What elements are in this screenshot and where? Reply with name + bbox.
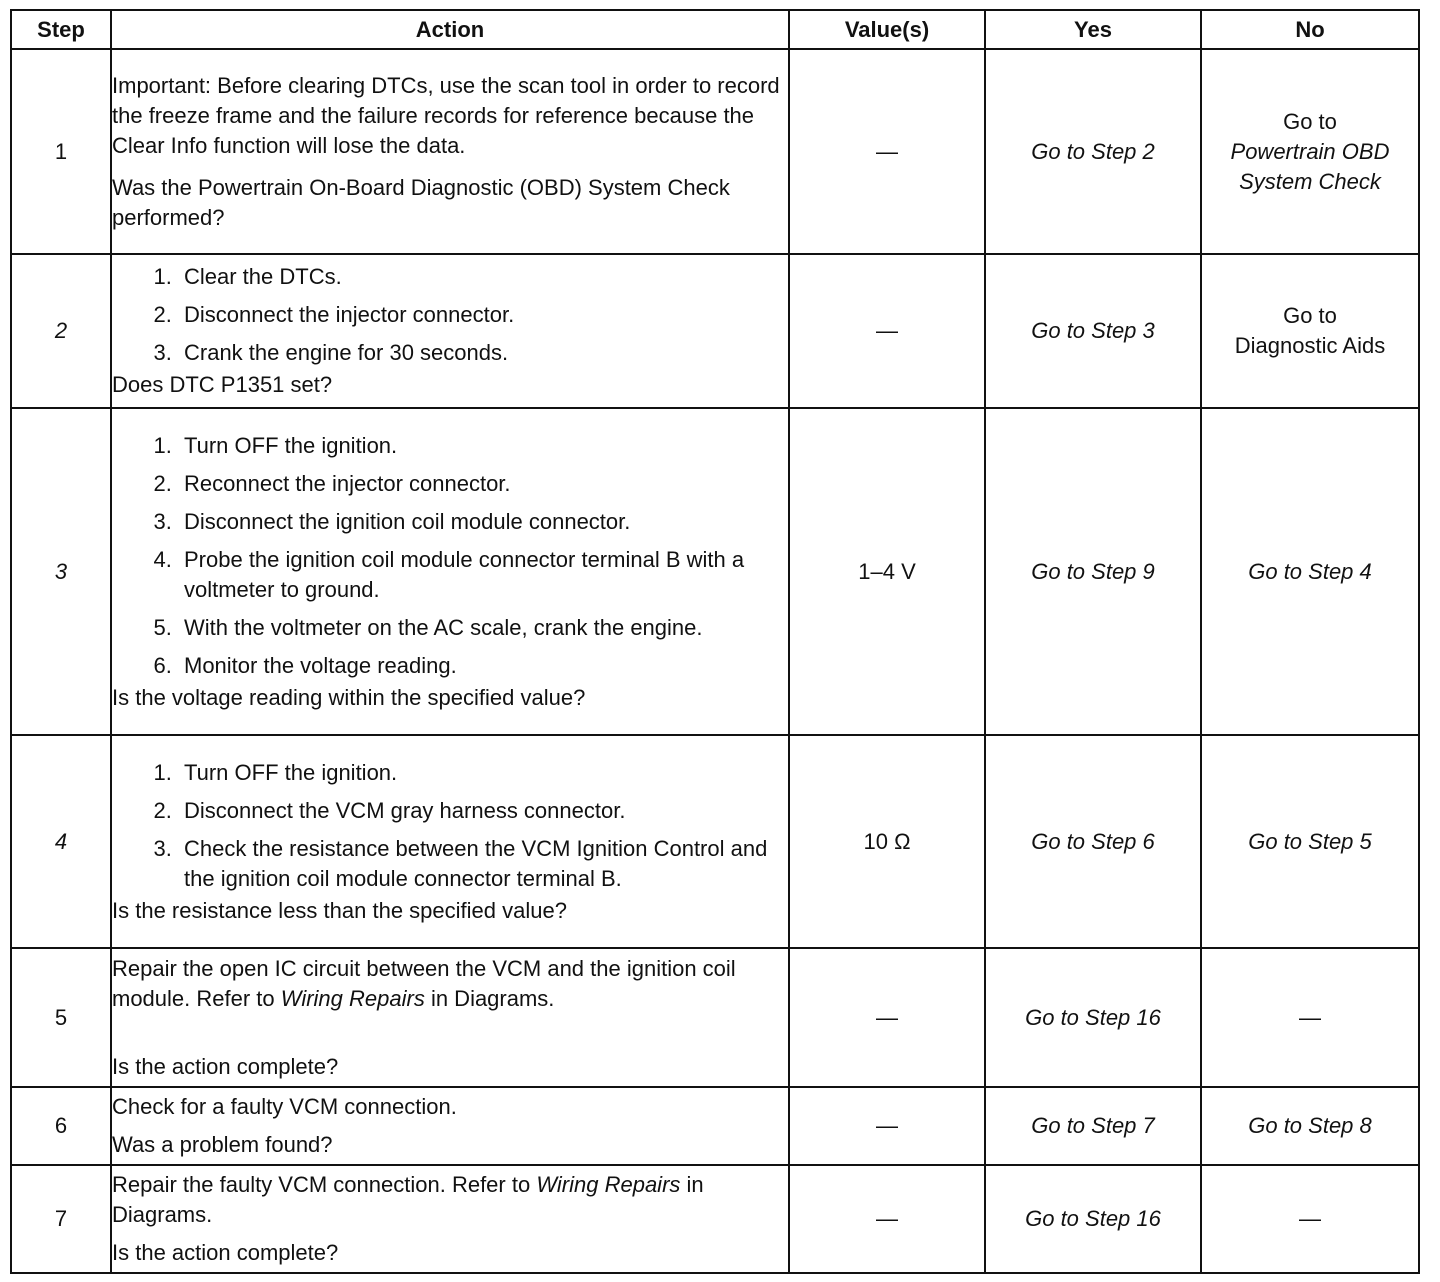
- action-step-item: 1. Turn OFF the ignition.: [178, 758, 788, 788]
- no-prefix: Go to: [1283, 303, 1337, 328]
- header-step: Step: [11, 10, 111, 49]
- value-cell: 1–4 V: [789, 408, 985, 735]
- header-yes: Yes: [985, 10, 1201, 49]
- yes-cell: Go to Step 9: [985, 408, 1201, 735]
- action-step-item: 3. Disconnect the ignition coil module connector.: [178, 507, 788, 537]
- table-row-step-1: [11, 49, 1419, 254]
- diagnostic-table: [10, 9, 1420, 1274]
- action-step-item: 1. Turn OFF the ignition.: [178, 431, 788, 461]
- action-cell: [111, 1087, 789, 1165]
- no-cell: —: [1201, 948, 1419, 1087]
- header-row: [11, 10, 1419, 49]
- action-text: [112, 1170, 788, 1230]
- value-cell: —: [789, 1165, 985, 1273]
- header-action: Action: [111, 10, 789, 49]
- action-cell: [111, 254, 789, 408]
- value-cell: —: [789, 1087, 985, 1165]
- action-steps: [112, 262, 788, 368]
- action-text: Check for a faulty VCM connection.: [112, 1094, 457, 1119]
- table-row-step-6: [11, 1087, 1419, 1165]
- action-steps: [112, 758, 788, 894]
- table-row-step-4: [11, 735, 1419, 948]
- action-text-before: Repair the faulty VCM connection. Refer to: [112, 1172, 537, 1197]
- action-step-item: 3. Crank the engine for 30 seconds.: [178, 338, 788, 368]
- yes-cell: Go to Step 7: [985, 1087, 1201, 1165]
- important-text: Before clearing DTCs, use the scan tool in order to record the freeze frame and the failure records for reference because the Clear Info function will lose the data.: [112, 72, 780, 158]
- header-no: No: [1201, 10, 1419, 49]
- action-cell: [111, 49, 789, 254]
- action-question: Does DTC P1351 set?: [112, 372, 333, 397]
- header-values: Value(s): [789, 10, 985, 49]
- action-step-item: 4. Probe the ignition coil module connector terminal B with a voltmeter to ground.: [178, 545, 788, 605]
- value-cell: 10 Ω: [789, 735, 985, 948]
- table-row-step-3: [11, 408, 1419, 735]
- no-cell: [1201, 254, 1419, 408]
- step-number: 2: [11, 254, 111, 408]
- yes-cell: Go to Step 3: [985, 254, 1201, 408]
- action-step-item: 2. Disconnect the injector connector.: [178, 300, 788, 330]
- action-question: Was a problem found?: [112, 1132, 333, 1157]
- table-row-step-5: [11, 948, 1419, 1087]
- action-question: Was the Powertrain On-Board Diagnostic (OBD) System Check performed?: [112, 174, 730, 230]
- action-step-item: 2. Disconnect the VCM gray harness connector.: [178, 796, 788, 826]
- action-question: Is the action complete?: [112, 1053, 339, 1079]
- action-text: [112, 954, 788, 1014]
- important-label: Important:: [112, 72, 212, 98]
- action-cell: [111, 408, 789, 735]
- action-step-item: 5. With the voltmeter on the AC scale, crank the engine.: [178, 613, 788, 643]
- table-row-step-7: [11, 1165, 1419, 1273]
- action-cell: [111, 735, 789, 948]
- action-text-after: in Diagrams.: [112, 1172, 704, 1227]
- action-steps: [112, 431, 788, 681]
- action-question: Is the action complete?: [112, 1240, 339, 1265]
- step-number: 1: [11, 49, 111, 254]
- action-text-after: in Diagrams.: [424, 985, 555, 1011]
- value-cell: —: [789, 254, 985, 408]
- table-row-step-2: [11, 254, 1419, 408]
- action-step-item: 2. Reconnect the injector connector.: [178, 469, 788, 499]
- action-cell: [111, 948, 789, 1087]
- no-prefix: Go to: [1283, 108, 1337, 134]
- action-cell: [111, 1165, 789, 1273]
- no-link: Powertrain OBD System Check: [1230, 138, 1390, 194]
- wiring-repairs-link: Wiring Repairs: [536, 1172, 681, 1197]
- action-step-item: 1. Clear the DTCs.: [178, 262, 788, 292]
- no-cell: Go to Step 4: [1201, 408, 1419, 735]
- yes-cell: Go to Step 16: [985, 1165, 1201, 1273]
- no-cell: Go to Step 5: [1201, 735, 1419, 948]
- step-number: 5: [11, 948, 111, 1087]
- no-cell: Go to Step 8: [1201, 1087, 1419, 1165]
- no-cell: [1201, 49, 1419, 254]
- action-question: Is the resistance less than the specified value?: [112, 897, 567, 923]
- value-cell: —: [789, 49, 985, 254]
- no-cell: —: [1201, 1165, 1419, 1273]
- step-number: 7: [11, 1165, 111, 1273]
- yes-cell: Go to Step 16: [985, 948, 1201, 1087]
- no-text: Diagnostic Aids: [1234, 333, 1386, 358]
- step-number: 6: [11, 1087, 111, 1165]
- action-step-item: 6. Monitor the voltage reading.: [178, 651, 788, 681]
- step-number: 3: [11, 408, 111, 735]
- value-cell: —: [789, 948, 985, 1087]
- action-text-before: Repair the open IC circuit between the VCM and the ignition coil module. Refer to: [112, 955, 736, 1011]
- yes-cell: Go to Step 2: [985, 49, 1201, 254]
- wiring-repairs-link: Wiring Repairs: [280, 985, 425, 1011]
- yes-cell: Go to Step 6: [985, 735, 1201, 948]
- action-step-item: 3. Check the resistance between the VCM Ignition Control and the ignition coil module connector terminal B.: [178, 834, 788, 894]
- action-question: Is the voltage reading within the specified value?: [112, 684, 586, 710]
- step-number: 4: [11, 735, 111, 948]
- important-note: [112, 71, 788, 161]
